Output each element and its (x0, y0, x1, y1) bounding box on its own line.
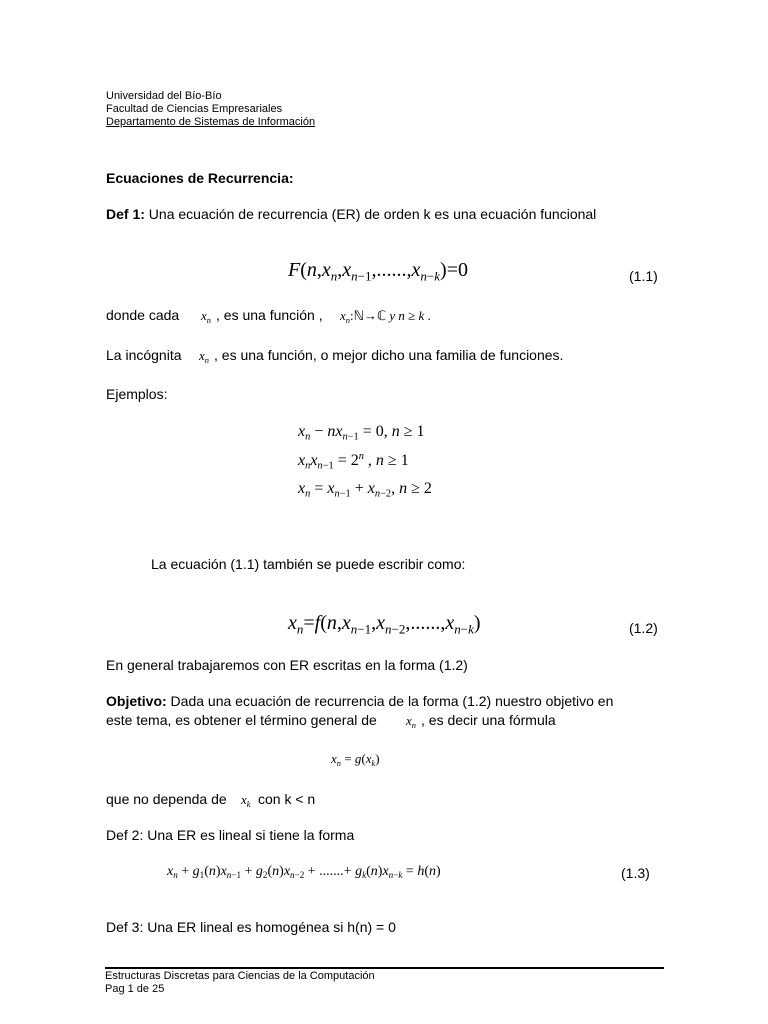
donde-cada-label: donde cada (106, 307, 180, 323)
ejemplos-label: Ejemplos: (106, 386, 168, 402)
no-dependa-end: con k < n (258, 791, 316, 807)
footer-page-number: Pag 1 de 25 (105, 983, 165, 995)
xn-symbol: $x_n$ (201, 308, 211, 325)
def3-text: Def 3: Una ER lineal es homogénea si h(n) = 0 (106, 919, 396, 935)
example-equation-2: $x_nx_{n-1} = 2^n$ , n ≥ 1 (298, 450, 409, 472)
example-equation-3: $x_n = x_{n-1} + x_{n-2}$, n ≥ 2 (298, 480, 432, 500)
objetivo-line2: este tema, es obtener el término general de (106, 712, 377, 728)
incognita-label: La incógnita (106, 347, 182, 363)
header-university: Universidad del Bío-Bío (106, 90, 222, 102)
objetivo-label: Objetivo: (106, 693, 167, 709)
xn-symbol: $x_n$ (199, 348, 209, 365)
equation-1-2: $x_n=f(n,x_{n-1},x_{n-2},......,x_{n-k})$ (288, 612, 481, 637)
xn-symbol: $x_n$ (406, 713, 416, 730)
def1-text: Una ecuación de recurrencia (ER) de orden k es una ecuación funcional (144, 206, 597, 222)
equation-number-1-2: (1.2) (629, 620, 658, 636)
equation-1-1: $F(n,x_n,x_{n-1},......,x_{n-k})=0$ (288, 259, 468, 284)
def1-label: Def 1: (106, 206, 145, 222)
footer-course: Estructuras Discretas para Ciencias de la Computación (105, 970, 375, 982)
es-una-funcion-text: , es una función , (216, 307, 323, 323)
header-department: Departamento de Sistemas de Información (106, 116, 316, 128)
def1-paragraph (106, 206, 596, 222)
example-equation-1: $x_n - nx_{n-1} = 0$, n ≥ 1 (298, 423, 425, 443)
objetivo-text: Dada una ecuación de recurrencia de la forma (1.2) nuestro objetivo en (166, 693, 614, 709)
equation-number-1-1: (1.1) (629, 268, 658, 284)
en-general-text: En general trabajaremos con ER escritas en la forma (1.2) (106, 657, 468, 673)
incognita-text: , es una función, o mejor dicho una familia de funciones. (214, 347, 564, 363)
equation-number-1-3: (1.3) (621, 865, 650, 881)
def2-text: Def 2: Una ER es lineal si tiene la forma (106, 827, 355, 843)
page-title: Ecuaciones de Recurrencia: (106, 170, 294, 186)
xk-symbol: $x_k$ (241, 792, 251, 809)
equation-1-3: $x_n + g_1(n)x_{n-1} + g_2(n)x_{n-2}$ + .......+ $g_k(n)x_{n-k} = h(n)$ (167, 864, 441, 881)
function-domain-expression: $x_n:ℕ\to ℂ$ y n ≥ k . (340, 308, 431, 325)
objetivo-line2-end: , es decir una fórmula (421, 712, 556, 728)
closed-form-equation: $x_n = g(x_k)$ (331, 751, 380, 768)
header-faculty: Facultad de Ciencias Empresariales (106, 103, 283, 115)
footer-divider (105, 967, 664, 969)
no-dependa-text: que no dependa de (106, 791, 227, 807)
ecuacion-escribir-text: La ecuación (1.1) también se puede escribir como: (151, 556, 466, 572)
objetivo-paragraph (106, 693, 613, 709)
